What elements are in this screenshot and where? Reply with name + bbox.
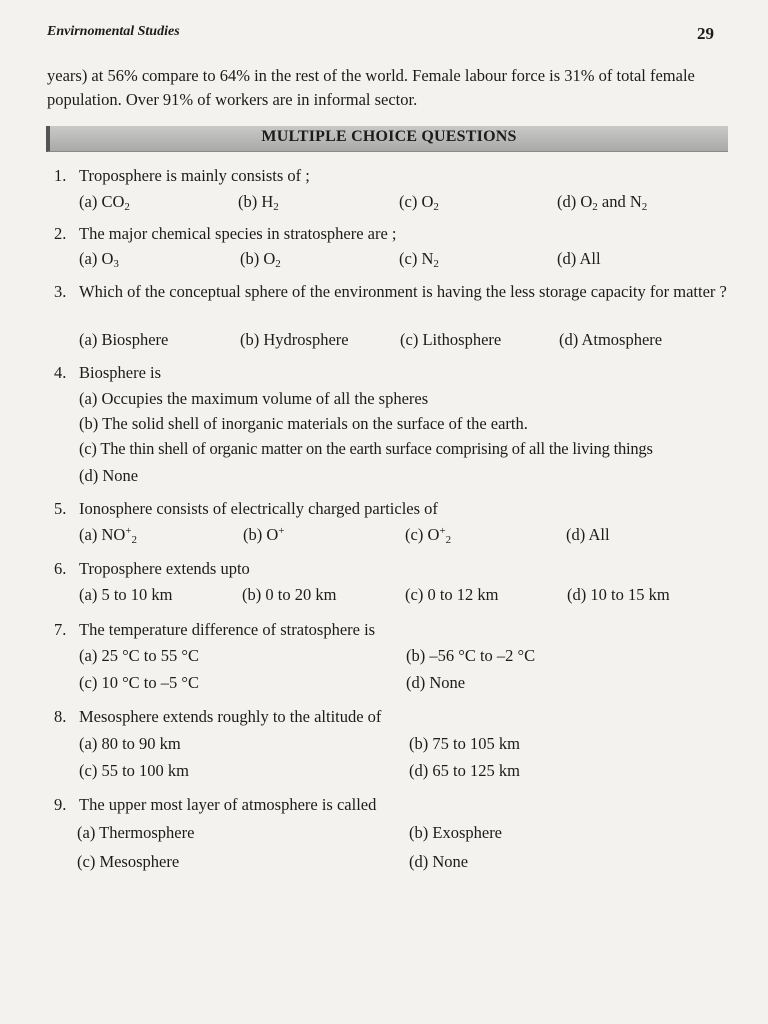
question-text: The upper most layer of atmosphere is called bbox=[79, 795, 377, 814]
question-number: 3. bbox=[54, 282, 67, 301]
question-number: 1. bbox=[54, 166, 67, 185]
option-d: (d) All bbox=[557, 249, 601, 268]
option-a: (a) 80 to 90 km bbox=[79, 734, 181, 753]
section-banner bbox=[46, 126, 728, 152]
option-c: (c) Mesosphere bbox=[77, 852, 180, 871]
option-a: (a) $NO^+_2$ bbox=[79, 525, 137, 546]
option-c: (c) The thin shell of organic matter on the earth surface comprising of all the living things bbox=[79, 439, 653, 458]
question-text: Troposphere extends upto bbox=[79, 559, 250, 578]
intro-paragraph: years) at 56% compare to 64% in the rest of the world. Female labour force is 31% of total female population. Over 91% of workers are in informal sector. bbox=[47, 66, 695, 109]
option-a: (a) $CO_2$ bbox=[79, 192, 130, 213]
option-d: (d) Atmosphere bbox=[559, 330, 663, 349]
option-b: (b) The solid shell of inorganic materials on the surface of the earth. bbox=[79, 414, 528, 433]
question-text: The major chemical species in stratosphere are ; bbox=[79, 224, 397, 243]
option-b: (b) 75 to 105 km bbox=[409, 734, 520, 753]
question-text: The temperature difference of stratosphere is bbox=[79, 620, 376, 639]
option-d: (d) None bbox=[409, 852, 469, 871]
option-a: (a) Occupies the maximum volume of all the spheres bbox=[79, 389, 429, 408]
question-text: Biosphere is bbox=[79, 363, 162, 382]
option-b: (b) Exosphere bbox=[409, 823, 503, 842]
option-c: (c) $N_2$ bbox=[399, 249, 439, 270]
page-number: 29 bbox=[697, 24, 714, 43]
option-d: (d) 65 to 125 km bbox=[409, 761, 520, 780]
option-d: (d) $O_2$ and $N_2$ bbox=[557, 192, 648, 213]
option-c: (c) 55 to 100 km bbox=[79, 761, 189, 780]
question-number: 9. bbox=[54, 795, 67, 814]
option-d: (d) 10 to 15 km bbox=[567, 585, 670, 604]
section-title: MULTIPLE CHOICE QUESTIONS bbox=[261, 128, 517, 145]
option-b: (b) 0 to 20 km bbox=[242, 585, 337, 604]
question-number: 8. bbox=[54, 707, 67, 726]
option-a: (a) $O_3$ bbox=[79, 249, 119, 270]
option-c: (c) $O^+_2$ bbox=[405, 525, 452, 546]
option-b: (b) $O_2$ bbox=[240, 249, 281, 270]
question-text: Which of the conceptual sphere of the environment is having the less storage capacity for matter ? bbox=[79, 282, 727, 301]
question-text: Troposphere is mainly consists of ; bbox=[79, 166, 310, 185]
question-number: 7. bbox=[54, 620, 67, 639]
option-b: (b) O+ bbox=[243, 525, 285, 544]
option-c: (c) 0 to 12 km bbox=[405, 585, 499, 604]
question-number: 5. bbox=[54, 499, 67, 518]
option-c: (c) Lithosphere bbox=[400, 330, 502, 349]
running-header-title: Envirnomental Studies bbox=[47, 24, 180, 39]
question-text: Ionosphere consists of electrically charged particles of bbox=[79, 499, 438, 518]
option-b: (b) –56 °C to –2 °C bbox=[406, 646, 536, 665]
option-b: (b) $H_2$ bbox=[238, 192, 279, 213]
option-b: (b) Hydrosphere bbox=[240, 330, 349, 349]
option-d: (d) None bbox=[406, 673, 466, 692]
option-a: (a) Thermosphere bbox=[77, 823, 195, 842]
option-a: (a) 5 to 10 km bbox=[79, 585, 173, 604]
question-number: 2. bbox=[54, 224, 67, 243]
question-number: 6. bbox=[54, 559, 67, 578]
option-a: (a) Biosphere bbox=[79, 330, 169, 349]
option-c: (c) 10 °C to –5 °C bbox=[79, 673, 199, 692]
option-d: (d) All bbox=[566, 525, 610, 544]
option-c: (c) $O_2$ bbox=[399, 192, 439, 213]
option-d: (d) None bbox=[79, 466, 139, 485]
question-text: Mesosphere extends roughly to the altitude of bbox=[79, 707, 382, 726]
option-a: (a) 25 °C to 55 °C bbox=[79, 646, 199, 665]
question-number: 4. bbox=[54, 363, 67, 382]
